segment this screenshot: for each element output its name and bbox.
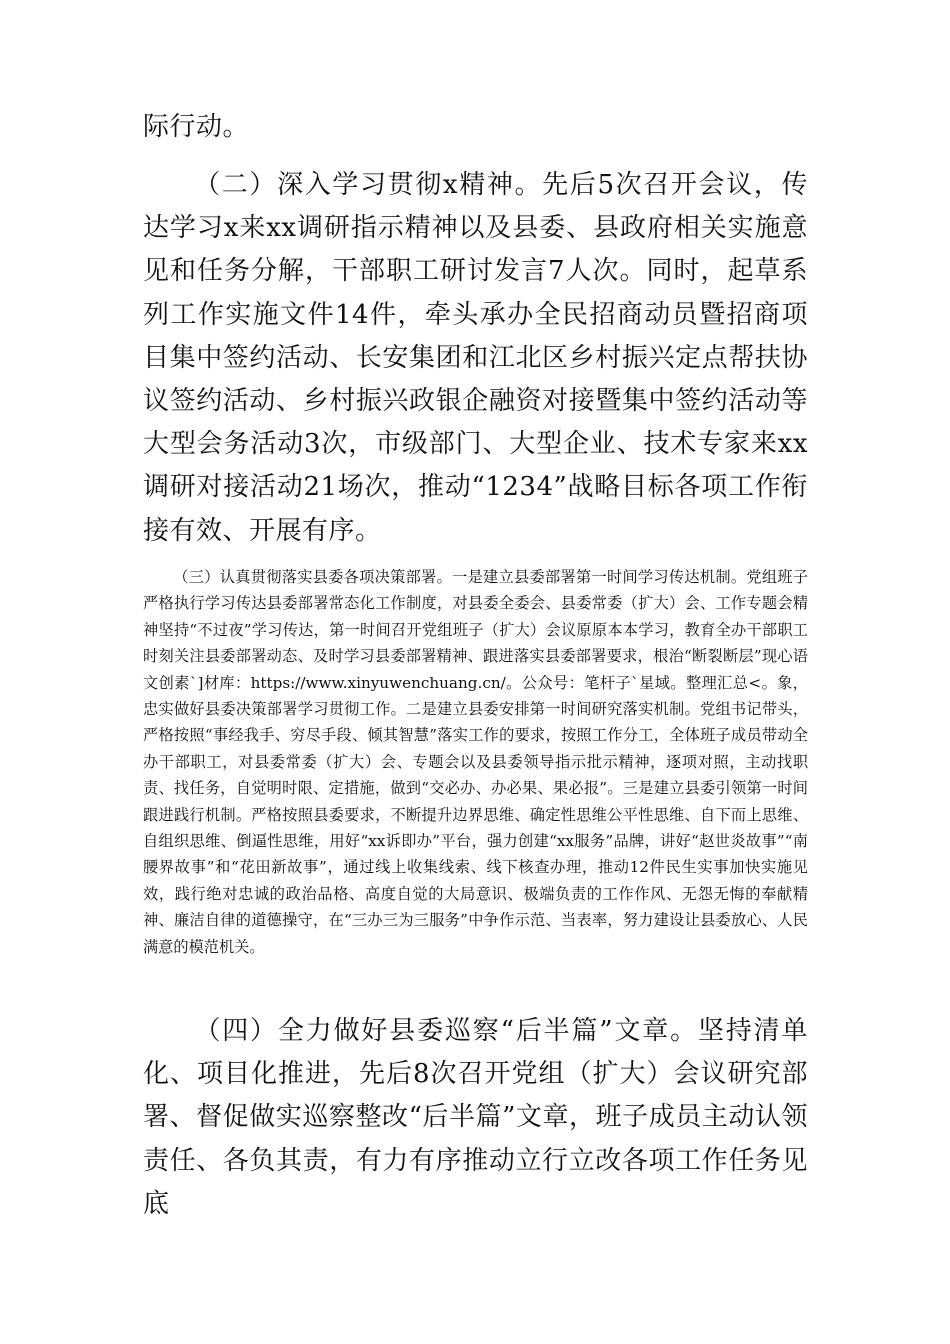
paragraph-section-two-text: （二）深入学习贯彻x精神。先后5次召开会议，传达学习x来xx调研指示精神以及县委、县政府相关实施意见和任务分解，干部职工研讨发言7人次。同时，起草系列工作实施文件14件，牵头承办全民招商动员暨招商项目集中签约活动、长安集团和江北区乡村振兴定点帮扶协议签约活动、乡村振兴政银企融资对接暨集中签约活动等大型会务活动3次，市级部门、大型企业、技术专家来xx调研对接活动21场次，推动“1234”战略目标各项工作衔接有效、开展有序。: [143, 170, 808, 546]
paragraph-section-three: [143, 564, 808, 960]
paragraph-continuation: [143, 106, 808, 149]
paragraph-section-four-text: （四）全力做好县委巡察“后半篇”文章。坚持清单化、项目化推进，先后8次召开党组（扩大）会议研究部署、督促做实巡察整改“后半篇”文章，班子成员主动认领责任、各负其责，有力有序推动立行立改各项工作任务见底: [143, 1016, 808, 1219]
paragraph-continuation-text: 际行动。: [143, 112, 250, 142]
paragraph-section-three-text: （三）认真贯彻落实县委各项决策部署。一是建立县委部署第一时间学习传达机制。党组班子严格执行学习传达县委部署常态化工作制度，对县委全委会、县委常委（扩大）会、工作专题会精神坚持“不过夜”学习传达，第一时间召开党组班子（扩大）会议原原本本学习，教育全办干部职工时刻关注县委部署动态、及时学习县委部署精神、跟进落实县委部署要求，根治“断裂断层”现心语文创素`]材库：https://www.xinyuwenchuang.cn/。公众号：笔杆子`星域。整理汇总<。象，忠实做好县委决策部署学习贯彻工作。二是建立县委安排第一时间研究落实机制。党组书记带头，严格按照“事经我手、穷尽手段、倾其智慧”落实工作的要求，按照工作分工，全体班子成员带动全办干部职工，对县委常委（扩大）会、专题会以及县委领导指示批示精神，逐项对照，主动找职责、找任务，自觉明时限、定措施，做到“交必办、办必果、果必报”。三是建立县委引领第一时间跟进践行机制。严格按照县委要求，不断提升边界思维、确定性思维公平性思维、自下而上思维、自组织思维、倒逼性思维，用好“xx诉即办”平台，强力创建“xx服务”品牌，讲好“赵世炎故事”“南腰界故事”和“花田新故事”，通过线上收集线索、线下核查办理，推动12件民生实事加快实施见效，践行绝对忠诚的政治品格、高度自觉的大局意识、极端负责的工作作风、无怨无悔的奉献精神、廉洁自律的道德操守，在“三办三为三服务”中争作示范、当表率，努力建设让县委放心、人民满意的模范机关。: [143, 568, 808, 956]
paragraph-section-four: [143, 1010, 808, 1226]
paragraph-section-two: [143, 164, 808, 553]
